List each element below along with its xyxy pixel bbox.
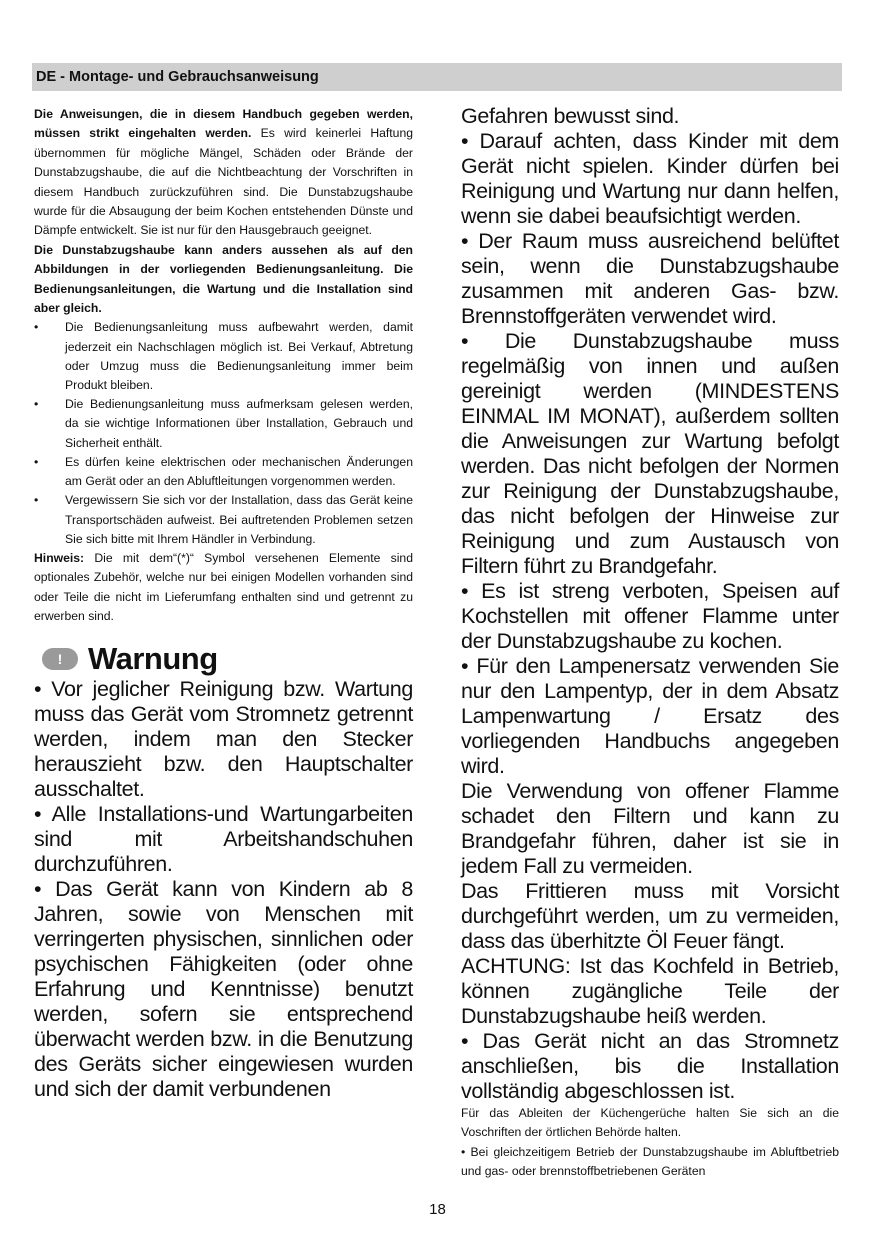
warning-title: Warnung [88, 640, 218, 676]
bullet-icon: • [34, 397, 39, 412]
list-item [34, 395, 413, 453]
warning-paragraph: • Darauf achten, dass Kinder mit dem Gerät nicht spielen. Kinder dürfen bei Reinigung und Wartung nur dann helfen, wenn sie dabei beaufsichtigt werden. [461, 129, 839, 228]
hint-text: Die mit dem“(*)“ Symbol versehenen Elemente sind optionales Zubehör, welche nur bei einigen Modellen vorhanden sind oder Teile die nicht im Lieferumfang enthalten sind und getrennt zu erwerben sind. [34, 550, 413, 624]
warning-paragraph: • Vor jeglicher Reinigung bzw. Wartung muss das Gerät vom Stromnetz getrennt werden, indem man den Stecker herauszieht bzw. den Hauptschalter ausschaltet. [34, 676, 413, 801]
disposal-paragraph: • Bei gleichzeitigem Betrieb der Dunstabzugshaube im Abluftbetrieb und gas- oder brennstoffbetriebenen Geräten [461, 1144, 839, 1179]
appearance-note-text: Die Dunstabzugshaube kann anders aussehen als auf den Abbildungen in der vorliegenden Bedienungsanleitung. Die Bedienungsanleitungen, die Wartung und die Installation sind aber gleich. [34, 242, 413, 316]
warning-paragraph: • Alle Installations-und Wartungarbeiten sind mit Arbeitshandschuhen durchzuführen. [34, 801, 413, 876]
instructions-list [34, 318, 413, 548]
warning-paragraph: Das Frittieren muss mit Vorsicht durchgeführt werden, um zu vermeiden, dass das überhitzte Öl Feuer fängt. [461, 879, 839, 953]
warning-paragraph: • Das Gerät nicht an das Stromnetz anschließen, bis die Installation vollständig abgeschlossen ist. [461, 1029, 839, 1103]
list-item [34, 453, 413, 491]
list-item-text: Vergewissern Sie sich vor der Installation, dass das Gerät keine Transportschäden aufweist. Bei auftretenden Problemen setzen Sie sich bitte mit Ihrem Händler in Verbindung. [65, 493, 413, 546]
hint-label: Hinweis: [34, 550, 85, 565]
intro-text: Es wird keinerlei Haftung übernommen für mögliche Mängel, Schäden oder Brände der Dunstabzugshaube, die auf die Nichtbeachtung der Vorschriften in diesem Handbuch zurückzuführen sind. Die Dunstabzugshaube wurde für die Absaugung der beim Kochen entstehenden Dünste und Dämpfe entwickelt. Sie ist nur für den Hausgebrauch geeignet. [34, 126, 413, 238]
list-item-text: Es dürfen keine elektrischen oder mechanischen Änderungen am Gerät oder an den Abluftleitungen vorgenommen werden. [65, 454, 413, 489]
left-column [34, 105, 413, 1102]
list-item-text: Die Bedienungsanleitung muss aufmerksam gelesen werden, da sie wichtige Informationen über Installation, Gebrauch und Sicherheit enthält. [65, 397, 413, 450]
intro-bold-text: Die Anweisungen, die in diesem Handbuch gegeben werden, müssen strikt eingehalten werden. [34, 107, 413, 141]
warning-paragraph: • Die Dunstabzugshaube muss regelmäßig von innen und außen gereinigt werden (MINDESTENS EINMAL IM MONAT), außerdem sollten die Anweisungen zur Wartung befolgt werden. Das nicht befolgen der Normen zur Reinigung der Dunstabzugshaube, das nicht befolgen der Hinweise zur Reinigung und zum Austausch von Filtern führt zu Brandgefahr. [461, 329, 839, 578]
warning-heading [34, 641, 413, 677]
list-item-text: Die Bedienungsanleitung muss aufbewahrt werden, damit jederzeit ein Nachschlagen möglich ist. Bei Verkauf, Abtretung oder Umzug muss die Bedienungsanleitung immer beim Produkt bleiben. [65, 320, 413, 393]
bullet-icon: • [34, 493, 39, 508]
warning-paragraph: ACHTUNG: Ist das Kochfeld in Betrieb, können zugängliche Teile der Dunstabzugshaube heiß werden. [461, 954, 839, 1028]
right-column [461, 104, 839, 1182]
warning-icon: ! [42, 648, 78, 670]
warning-paragraph: Die Verwendung von offener Flamme schadet den Filtern und kann zu Brandgefahr führen, daher ist sie in jedem Fall zu vermeiden. [461, 779, 839, 878]
hint-paragraph [34, 549, 413, 627]
warning-paragraph: Gefahren bewusst sind. [461, 104, 680, 128]
warning-paragraph: • Für den Lampenersatz verwenden Sie nur den Lampentyp, der in dem Absatz Lampenwartung / Ersatz des vorliegenden Handbuchs angegeben wird. [461, 654, 839, 778]
bullet-icon: • [34, 320, 39, 335]
appearance-note [34, 241, 413, 319]
warning-paragraph: • Es ist streng verboten, Speisen auf Kochstellen mit offener Flamme unter der Dunstabzugshaube zu kochen. [461, 579, 839, 653]
disposal-paragraph: Für das Ableiten der Küchengerüche halten Sie sich an die Voschriften der örtlichen Behörde halten. [461, 1106, 839, 1140]
page-number: 18 [429, 1201, 446, 1218]
warning-paragraph: • Der Raum muss ausreichend belüftet sein, wenn die Dunstabzugshaube zusammen mit anderen Gas- bzw. Brennstoffgeräten verwendet wird. [461, 229, 839, 328]
list-item [34, 318, 413, 395]
list-item [34, 491, 413, 549]
intro-paragraph [34, 105, 413, 241]
warning-paragraph: • Das Gerät kann von Kindern ab 8 Jahren, sowie von Menschen mit verringerten physischen, sinnlichen oder psychischen Fähigkeiten (oder ohne Erfahrung und Kenntnisse) benutzt werden, sofern sie entsprechend überwacht werden bzw. in die Benutzung des Geräts sicher eingewiesen wurden und sich der damit verbundenen [34, 876, 413, 1101]
section-header [32, 63, 842, 91]
section-title: DE - Montage- und Gebrauchsanweisung [36, 69, 319, 85]
bullet-icon: • [34, 454, 39, 469]
